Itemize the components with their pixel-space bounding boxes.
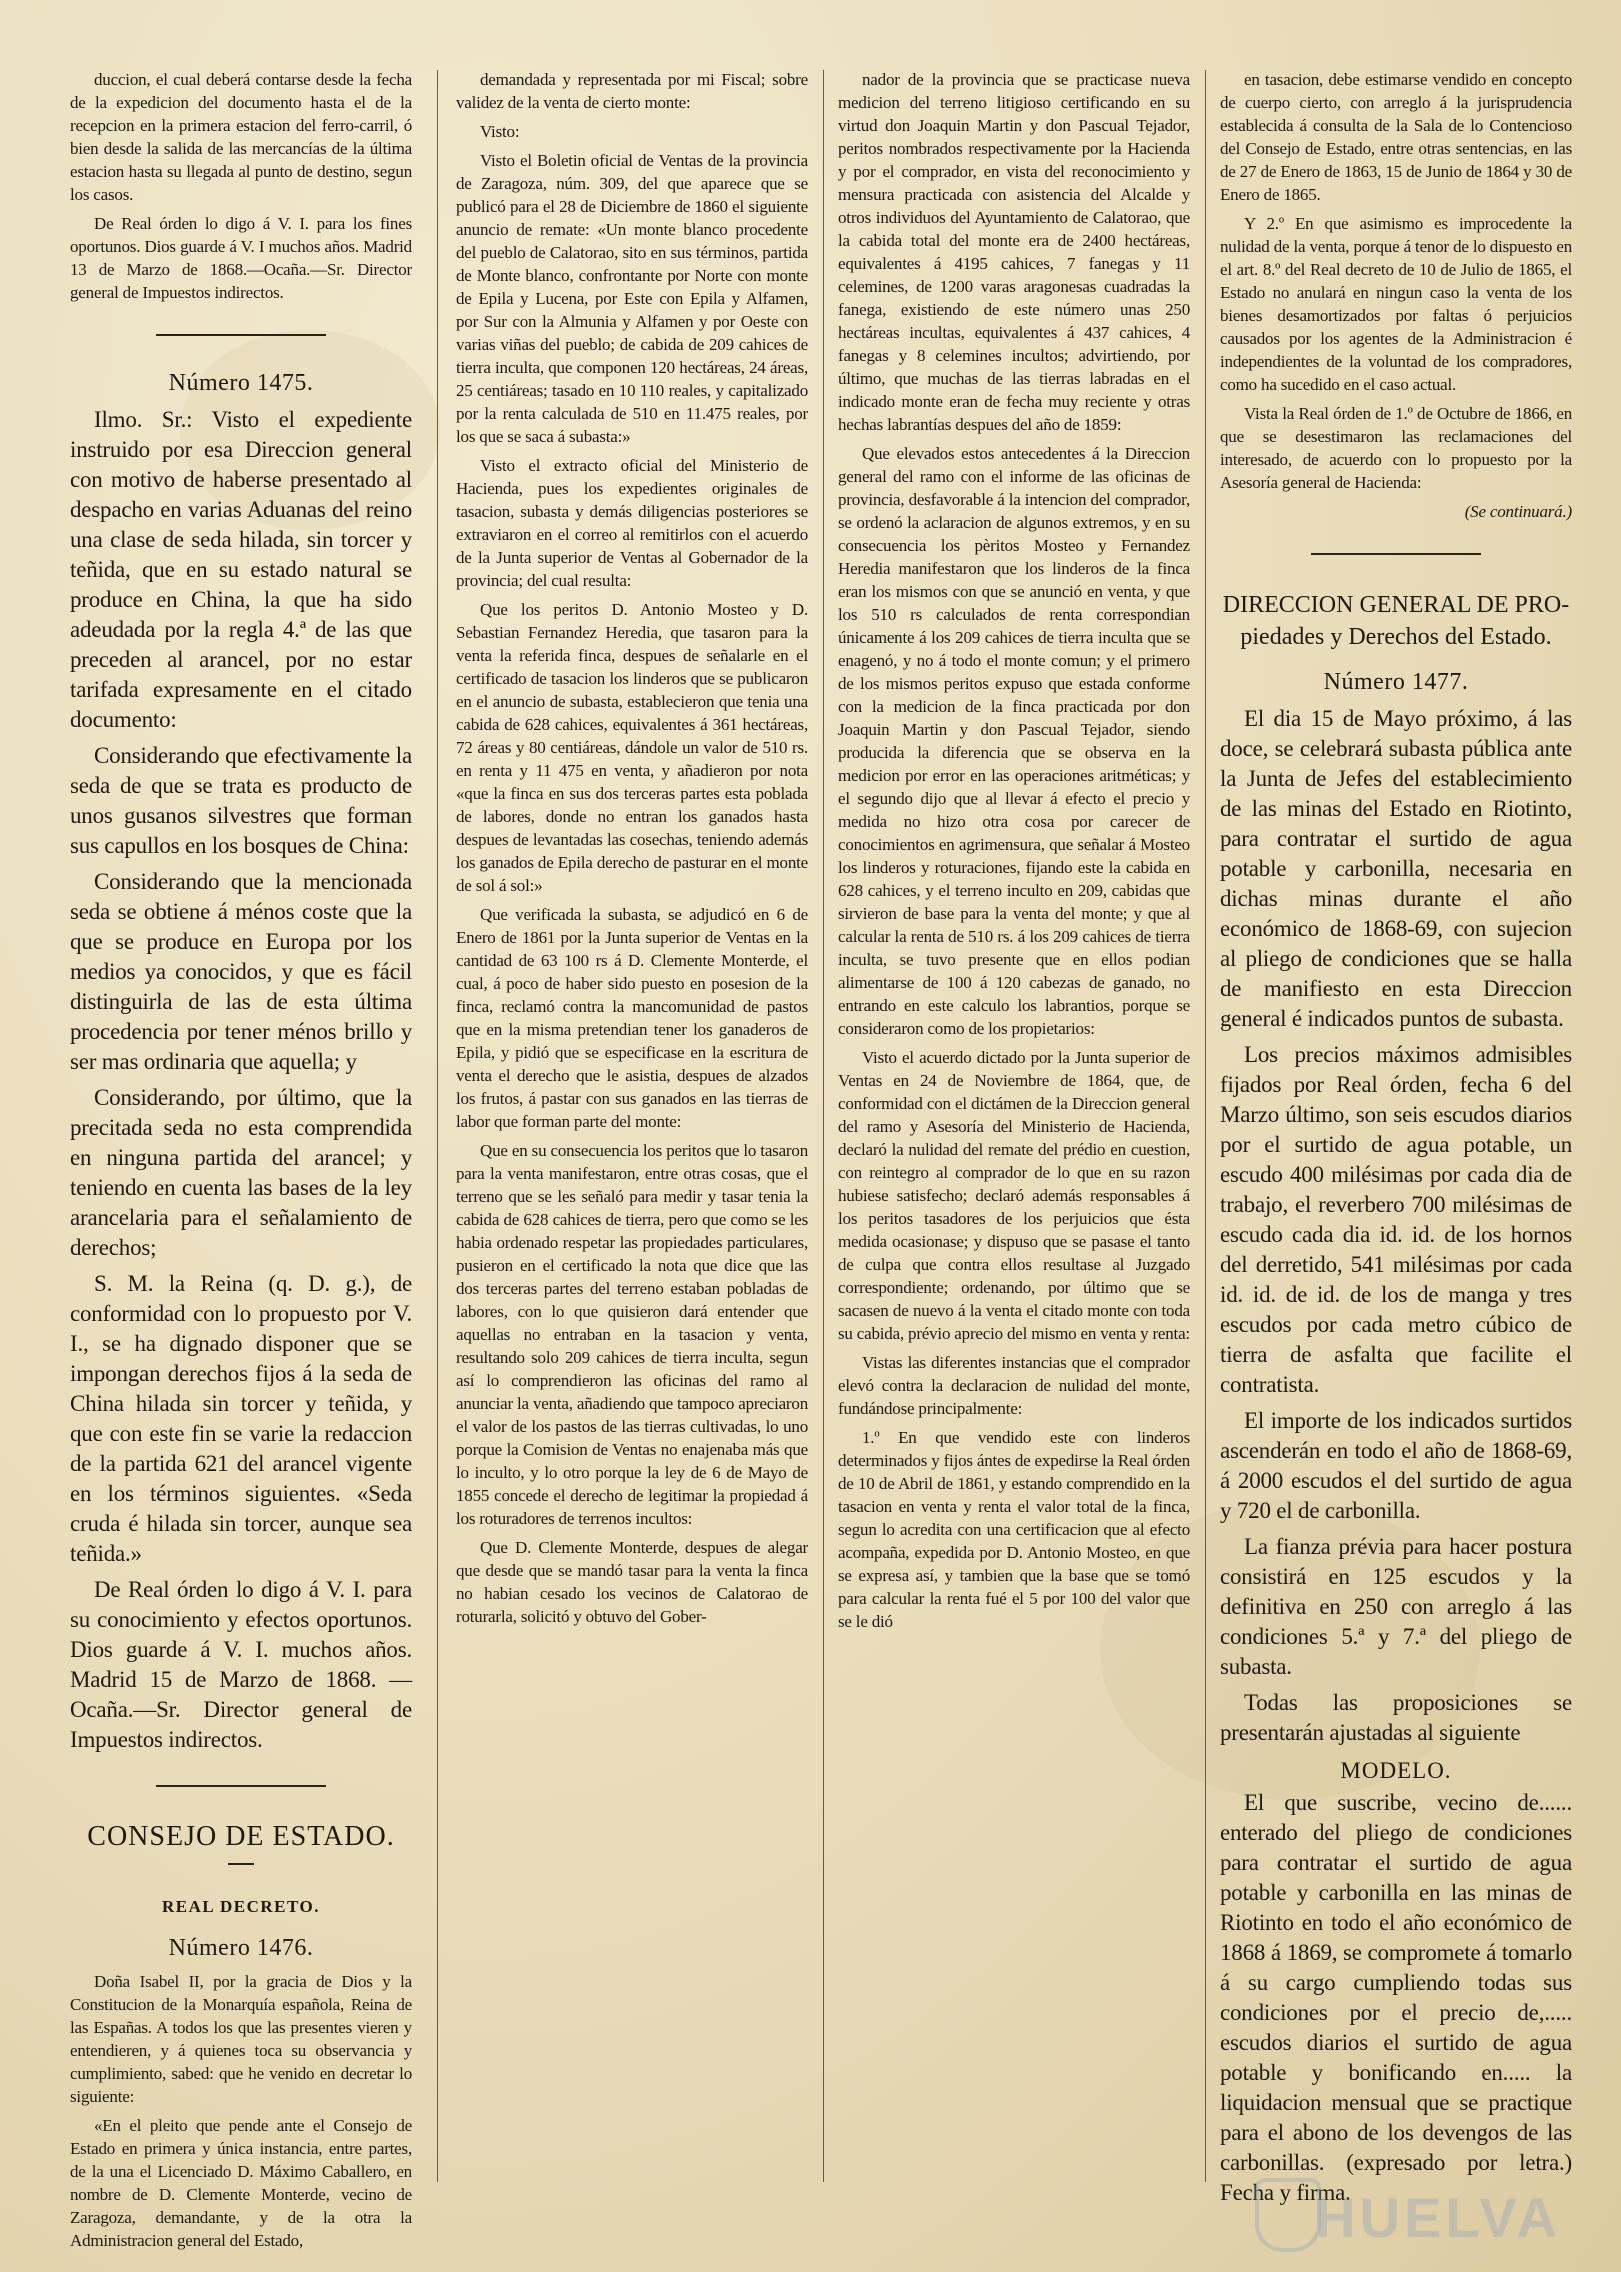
paragraph: Visto: (480, 122, 520, 141)
paragraph: 1.º En que vendido este con linderos determinados y fijos ántes de expedirse la Real órden de 10 de Abril de 1861, y estando comprendido en la tasacion en venta y renta el valor total de la finca, segun lo acredita con una certificacion que al efecto acompaña, expedida por D. Antonio Mosteo, en que se expresa así, y tambien que la base que se tomó para calcular la renta fué el 5 por 100 del valor que se le dió (838, 1428, 1190, 1631)
paragraph: De Real órden lo digo á V. I. para su conocimiento y efectos oportunos. Dios guarde á V. I. muchos años. Madrid 15 de Marzo de 1868. —Ocaña.—Sr. Director general de Impuestos indirectos. (70, 1577, 412, 1752)
paragraph: Que verificada la subasta, se adjudicó en 6 de Enero de 1861 por la Junta superior de Ventas en la cantidad de 63 100 rs á D. Clemente Monterde, el cual, á poco de haber sido puesto en posesion de la finca, reclamó contra la mancomunidad de pastos que en la misma pretendian tener los ganaderos de Epila, y pidió que se especificase en la escritura de venta el derecho que le asistia, despues de alzados los frutos, á pastar con sus ganados en las tierras de labor que forman parte del monte: (456, 905, 808, 1131)
divider (156, 334, 326, 336)
paragraph: Ilmo. Sr.: Visto el expediente instruido por esa Direccion general con motivo de haberse presentado al despacho en varias Aduanas del reino una clase de seda hilada, sin torcer y teñida, que en su estado natural se produce en China, la que ha sido adeudada por la regla 4.ª de las que preceden al arancel, por no estar tarifada expresamente en el citado documento: (70, 407, 412, 732)
paragraph: Que elevados estos antecedentes á la Direccion general del ramo con el informe de las oficinas de provincia, desfavorable á la intencion del comprador, se ordenó la aclaracion de algunos extremos, y en su consecuencia los pèritos Mosteo y Fernandez Heredia manifestaron que los linderos de la finca eran los mismos con que se anunció en venta, y que los 510 rs calculados de renta correspondian únicamente á los 209 cahices de tierra inculta que se enagenó, y no á todo el monte comun; y el primero de los mismos peritos expuso que estada conforme con la medicion de la finca practicada por don Joaquin Martin y don Pascual Tejador, siendo producida la diferencia que se observa en la medicion por error en las operaciones aritméticas; y el segundo dijo que al llevar á efecto el precio y medida no hizo otra cosa por carecer de conocimientos en agrimensura, que señalar á Mosteo los linderos y roturaciones, fijando este la cabida en 628 cahices, y el terreno inculto en 209, cabidas que sirvieron de base para la venta del monte; y que al calcular la renta de 510 rs. á los 209 cahices de tierra inculta, se tuvo presente que en ellos podian alimentarse de 100 á 120 cabezas de ganado, no entrando en este calculo los labrantios, porque se consideraron como de los propietarios: (838, 444, 1190, 1038)
column-3 (838, 68, 1190, 2212)
paragraph: Vistas las diferentes instancias que el comprador elevó contra la declaracion de nulidad del monte, fundándose principalmente: (838, 1353, 1190, 1418)
divider (228, 1863, 254, 1865)
section-number: Número 1475. (168, 370, 314, 396)
paragraph: Que los peritos D. Antonio Mosteo y D. Sebastian Fernandez Heredia, que tasaron para la venta la referida finca, despues de señalarle en el certificado de tasacion los linderos que se publicaron en el anuncio de subasta, establecieron que tenia una cabida de 628 cahices, equivalentes á 361 hectáreas, 72 áreas y 80 centiáreas, dándole un valor de 510 rs. en renta y 11 475 en venta, y añadieron por nota «que la finca en sus dos terceras partes esta poblada de labores, donde no entran los ganados hasta despues de levantadas las cosechas, teniendo además los ganados de Epila derecho de pasturar en el monte de sol á sol:» (456, 600, 808, 895)
section-heading: CONSEJO DE ESTADO. (87, 1821, 395, 1852)
paragraph: Considerando que efectivamente la seda de que se trata es producto de unos gusanos silvestres que forman sus capullos en los bosques de China: (70, 743, 412, 858)
paragraph: Visto el acuerdo dictado por la Junta superior de Ventas en 24 de Noviembre de 1864, que, de conformidad con el dictámen de la Direccion general del ramo y Asesoría del Ministerio de Hacienda, declaró la nulidad del remate del prédio en cuestion, con reintegro al comprador de lo que en su razon hubiese satisfecho; declaró además responsables á los peritos tasadores de los perjuicios que ésta medida ocasionase; y dispuso que se pasase el tanto de culpa que contra ellos resultase al Juzgado correspondiente; ordenando, por último que se sacasen de nuevo á la venta el citado monte con toda su cabida, prévio aprecio del mismo en venta y renta: (838, 1048, 1190, 1343)
column-rule (823, 70, 824, 2182)
paragraph: Que en su consecuencia los peritos que lo tasaron para la venta manifestaron, entre otras cosas, que el terreno que se les señaló para medir y tasar tenia la cabida de 628 cahices de tierra, pero que como se les habia ordenado respetar las propiedades particulares, pusieron en el certificado la nota que dice que las dos terceras partes del terreno estaban pobladas de labores, con lo que quisieron dará entender que aquellas no entraban en la tasacion y venta, resultando solo 209 cahices de tierra inculta, segun así lo comprendieron las oficinas del ramo al anunciar la venta, añadiendo que tampoco apreciaron el valor de los pastos de las tierras cultivadas, lo uno porque la Comision de Ventas no enajenaba más que lo inculto, y lo otro porque la ley de 6 de Mayo de 1855 concede el derecho de legitimar la propiedad á los roturadores de terrenos incultos: (456, 1141, 808, 1528)
paragraph: S. M. la Reina (q. D. g.), de conformidad con lo propuesto por V. I., se ha dignado disponer que se impongan derechos fijos á la seda de China hilada sin torcer y teñida, y que con este fin se varie la redaccion de la partida 621 del arancel vigente en los términos siguientes. «Seda cruda é hilada sin torcer, aunque sea teñida.» (70, 1271, 412, 1566)
section-number: Número 1476. (168, 1935, 314, 1961)
section-number: Número 1477. (1323, 669, 1469, 695)
section-heading (1220, 589, 1572, 653)
paragraph: La fianza prévia para hacer postura consistirá en 125 escudos y la definitiva en 250 con arreglo á las condiciones 5.ª y 7.ª del pliego de subasta. (1220, 1534, 1572, 1679)
paragraph: Todas las proposiciones se presentarán ajustadas al siguiente (1220, 1690, 1572, 1745)
paragraph: Considerando, por último, que la precitada seda no esta comprendida en ninguna partida del arancel; y teniendo en cuenta las bases de la ley arancelaria para el señalamiento de derechos; (70, 1085, 412, 1260)
column-rule (437, 70, 438, 2182)
heading-line: piedades y Derechos del Estado. (1240, 624, 1552, 650)
paragraph: Los precios máximos admisibles fijados por Real órden, fecha 6 del Marzo último, son seis escudos diarios por el surtido de agua potable, un escudo 400 milésimas por cada dia de trabajo, el reverbero 700 milésimas de escudo cada dia id. id. de los hornos del derretido, 541 milésimas por cada id. id. de id. de los de manga y tres escudos por cada metro cúbico de tierra de asfalta que facilite el contratista. (1220, 1042, 1572, 1397)
paragraph: Visto el extracto oficial del Ministerio de Hacienda, pues los expedientes originales de tasacion, subasta y demás diligencias posteriores se extraviaron en el correo al remitirlos con el acuerdo de la Junta superior de Ventas al Gobernador de la provincia; del cual resulta: (456, 456, 808, 590)
column-rule (1205, 70, 1206, 2182)
library-logo-icon (1255, 2178, 1321, 2252)
paragraph: demandada y representada por mi Fiscal; sobre validez de la venta de cierto monte: (456, 70, 808, 112)
paragraph: en tasacion, debe estimarse vendido en concepto de cuerpo cierto, con arreglo á la jurisprudencia establecida á consulta de la Sala de lo Contencioso del Consejo de Estado, entre otras sentencias, en las de 27 de Enero de 1863, 15 de Junio de 1864 y 30 de Enero de 1865. (1220, 70, 1572, 204)
paragraph: Que D. Clemente Monterde, despues de alegar que desde que se mandó tasar para la venta la finca no habian cesado los vecinos de Calatorao de roturarla, solicitó y obtuvo del Gober- (456, 1538, 808, 1626)
subheading: MODELO. (1340, 1758, 1452, 1783)
watermark: HUELVA (1315, 2186, 1561, 2249)
divider (156, 1785, 326, 1787)
continued-note: (Se continuará.) (1464, 502, 1572, 521)
paragraph: El que suscribe, vecino de...... enterado del pliego de condiciones para contratar el surtido de agua potable y carbonilla en las minas de Riotinto en todo el año económico de 1868 á 1869, se compromete á tomarlo á su cargo cumpliendo todas sus condiciones por el precio de,..... escudos diarios el surtido de agua potable y bonificando en..... la liquidacion mensual que se practique para el abono de los devengos de las carbonillas. (expresado por letra.) Fecha y firma. (1220, 1790, 1572, 2205)
column-2 (456, 68, 808, 2212)
paragraph: duccion, el cual deberá contarse desde la fecha de la expedicion del documento hasta el de la recepcion en la primera estacion del ferro-carril, ó bien desde la salida de las mercancías de la última estacion hasta su llegada al punto de destino, segun los casos. (70, 70, 412, 204)
column-1 (70, 68, 412, 2250)
paragraph: De Real órden lo digo á V. I. para los fines oportunos. Dios guarde á V. I muchos años. Madrid 13 de Marzo de 1868.—Ocaña.—Sr. Director general de Impuestos indirectos. (70, 214, 412, 302)
paragraph: Considerando que la mencionada seda se obtiene á ménos coste que la que se produce en Europa por los medios ya conocidos, y que es fácil distinguirla de las de esta última procedencia por tener ménos brillo y ser mas ordinaria que aquella; y (70, 869, 412, 1074)
divider (1311, 553, 1481, 555)
paragraph: El importe de los indicados surtidos ascenderán en todo el año de 1868-69, á 2000 escudos el del surtido de agua y 720 el de carbonilla. (1220, 1408, 1572, 1523)
paragraph: Doña Isabel II, por la gracia de Dios y la Constitucion de la Monarquía española, Reina de las Españas. A todos los que las presentes vieren y entendieren, y á quienes toca su observancia y cumplimiento, sabed: que he venido en decretar lo siguiente: (70, 1972, 412, 2106)
column-4 (1220, 68, 1572, 2212)
paragraph: Visto el Boletin oficial de Ventas de la provincia de Zaragoza, núm. 309, del que aparece que se publicó para el 28 de Diciembre de 1860 el siguiente anuncio de remate: «Un monte blanco procedente del pueblo de Calatorao, sito en sus términos, partida de Monte blanco, confrontante por Norte con monte de Epila y Lucena, por Este con Epila y Alfamen, por Sur con la Almunia y Alfamen y por Oeste con varias viñas del pueblo; de cabida de 209 cahices de tierra inculta, que componen 120 hectáreas, 24 áreas, 25 centiáreas; tasado en 10 110 reales, y capitalizado por la renta calculada de 510 en 11.475 reales, por los que se saca á subasta:» (456, 151, 808, 446)
paragraph: Vista la Real órden de 1.º de Octubre de 1866, en que se desestimaron las reclamaciones del interesado, de acuerdo con lo propuesto por la Asesoría general de Hacienda: (1220, 404, 1572, 492)
paragraph: «En el pleito que pende ante el Consejo de Estado en primera y única instancia, entre partes, de la una el Licenciado D. Máximo Caballero, en nombre de D. Clemente Monterde, vecino de Zaragoza, demandante, y de la otra la Administracion general del Estado, (70, 2116, 412, 2250)
paragraph: El dia 15 de Mayo próximo, á las doce, se celebrará subasta pública ante la Junta de Jefes del establecimiento de las minas del Estado en Riotinto, para contratar el surtido de agua potable y carbonilla, necesaria en dichas minas durante el año económico de 1868-69, con sujecion al pliego de condiciones que se halla de manifiesto en esta Direccion general é indicados puntos de subasta. (1220, 706, 1572, 1031)
paragraph: Y 2.º En que asimismo es improcedente la nulidad de la venta, porque á tenor de lo dispuesto en el art. 8.º del Real decreto de 10 de Julio de 1865, el Estado no anulará en ningun caso la venta de los bienes desamortizados por faltas ó perjuicios causados por los agentes de la Administracion é independientes de la voluntad de los compradores, como ha sucedido en el caso actual. (1220, 214, 1572, 394)
paragraph: nador de la provincia que se practicase nueva medicion del terreno litigioso certificando en su virtud don Joaquin Martin y don Pascual Tejador, peritos nombrados respectivamente por la Hacienda y por el comprador, en vista del reconocimiento y mensura practicada con asistencia del Alcalde y otros individuos del Ayuntamiento de Calatorao, que la cabida total del monte era de 2400 hectáreas, equivalentes á 4195 cahices, 7 fanegas y 11 celemines, de 1200 varas aragonesas cuadradas la fanega, existiendo de este número unas 250 hectáreas incultas, equivalentes á 437 cahices, 4 fanegas y 8 celemines incultos; advirtiendo, por último, que muchas de las tierras labradas en el indicado monte eran de fecha muy reciente y otras hechas labrantías despues del año de 1859: (838, 70, 1190, 434)
subheading: REAL DECRETO. (161, 1897, 321, 1916)
heading-line: DIRECCION GENERAL DE PRO- (1222, 592, 1570, 618)
